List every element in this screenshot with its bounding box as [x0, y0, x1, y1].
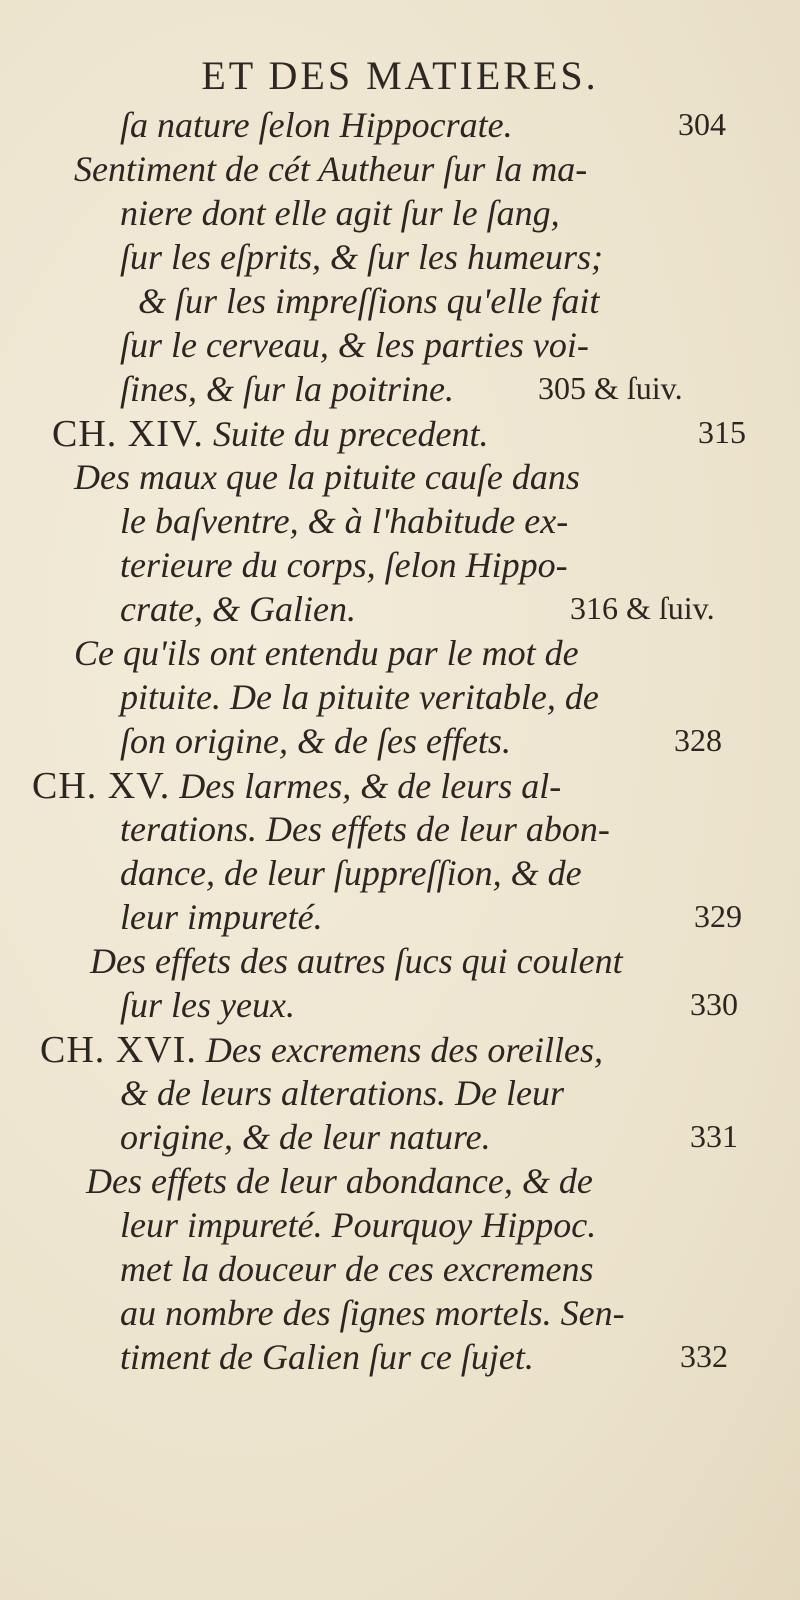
- index-line: & de leurs alterations. De leur: [120, 1073, 564, 1113]
- index-line: ſur le cerveau, & les parties voi-: [120, 325, 589, 365]
- index-line: terations. Des effets de leur abon-: [120, 809, 610, 849]
- index-line: crate, & Galien.: [120, 589, 356, 629]
- index-line: niere dont elle agit ſur le ſang,: [120, 193, 560, 233]
- page-number: 316 & ſuiv.: [570, 590, 715, 626]
- page-number: 329: [694, 898, 742, 934]
- index-line: Des maux que la pituite cauſe dans: [74, 457, 580, 497]
- page-number: 330: [690, 986, 738, 1022]
- page-number: 304: [678, 106, 726, 142]
- index-line: leur impureté. Pourquoy Hippoc.: [120, 1205, 597, 1245]
- index-line: ſur les yeux.: [120, 985, 295, 1025]
- index-line: le baſventre, & à l'habitude ex-: [120, 501, 569, 541]
- chapter-number: CH. XV.: [32, 765, 171, 807]
- page-number: 328: [674, 722, 722, 758]
- chapter-line: CH. XVI. Des excremens des oreilles,: [40, 1029, 604, 1071]
- index-line: Des effets de leur abondance, & de: [86, 1161, 593, 1201]
- page-number: 315: [698, 414, 746, 450]
- index-line: met la douceur de ces excremens: [120, 1249, 594, 1289]
- index-line: leur impureté.: [120, 897, 323, 937]
- index-line: Ce qu'ils ont entendu par le mot de: [74, 633, 579, 673]
- index-line: ſa nature ſelon Hippocrate.: [120, 105, 513, 145]
- running-head: ET DES MATIERES.: [201, 53, 599, 98]
- index-line: Sentiment de cét Autheur ſur la ma-: [74, 149, 588, 189]
- index-line: ſines, & ſur la poitrine.: [120, 369, 455, 409]
- index-line: timent de Galien ſur ce ſujet.: [120, 1337, 534, 1377]
- index-line: ſon origine, & de ſes effets.: [120, 721, 511, 761]
- page-number: 332: [680, 1338, 728, 1374]
- index-line: & ſur les impreſſions qu'elle fait: [138, 281, 600, 321]
- page-number: 331: [690, 1118, 738, 1154]
- chapter-number: CH. XVI.: [40, 1029, 197, 1071]
- chapter-line: CH. XIV. Suite du precedent.: [52, 413, 489, 455]
- page-number: 305 & ſuiv.: [538, 370, 683, 406]
- index-line: au nombre des ſignes mortels. Sen-: [120, 1293, 625, 1333]
- index-line: origine, & de leur nature.: [120, 1117, 491, 1157]
- index-line: Des effets des autres ſucs qui coulent: [90, 941, 623, 981]
- index-line: pituite. De la pituite veritable, de: [120, 677, 599, 717]
- chapter-line: CH. XV. Des larmes, & de leurs al-: [32, 765, 562, 807]
- index-line: dance, de leur ſuppreſſion, & de: [120, 853, 582, 893]
- index-line: terieure du corps, ſelon Hippo-: [120, 545, 568, 585]
- chapter-number: CH. XIV.: [52, 413, 204, 455]
- index-line: ſur les eſprits, & ſur les humeurs;: [120, 237, 603, 277]
